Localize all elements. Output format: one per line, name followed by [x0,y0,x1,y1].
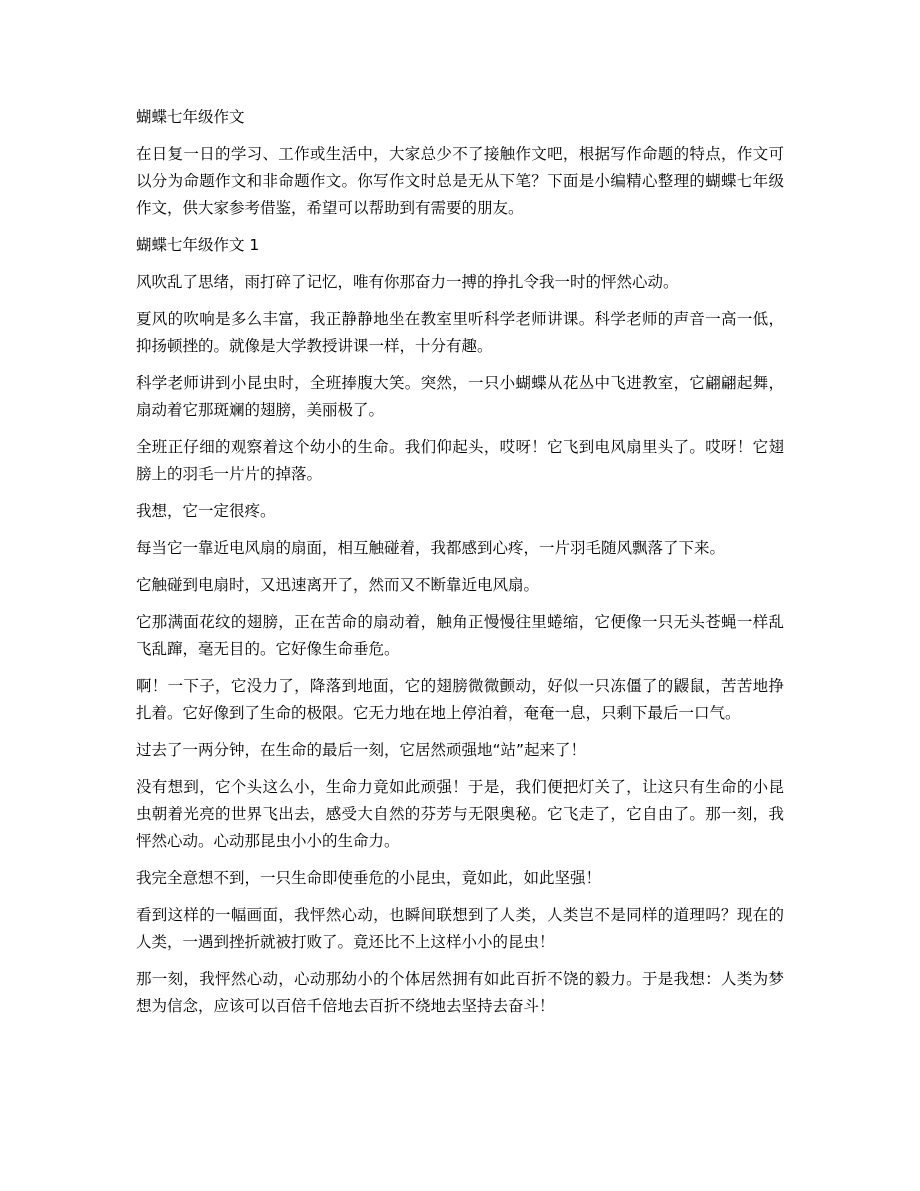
paragraph: 我完全意想不到，一只生命即使垂危的小昆虫，竟如此，如此坚强！ [136,869,602,887]
paragraph: 全班正仔细的观察着这个幼小的生命。我们仰起头，哎呀！它飞到电风扇里头了。哎呀！它翅膀上的羽毛一片片的掉落。 [136,438,784,483]
paragraph: 它触碰到电扇时，又迅速离开了，然而又不断靠近电风扇。 [136,576,540,594]
paragraph: 每当它一靠近电风扇的扇面，相互触碰着，我都感到心疼，一片羽毛随风飘落了下来。 [136,539,726,557]
paragraph: 看到这样的一幅画面，我怦然心动，也瞬间联想到了人类，人类岂不是同样的道理吗？现在的人类，一遇到挫折就被打败了。竟还比不上这样小小的昆虫！ [136,906,784,951]
paragraph: 过去了一两分钟，在生命的最后一刻，它居然顽强地“站”起来了！ [136,741,587,759]
intro-paragraph: 在日复一日的学习、工作或生活中，大家总少不了接触作文吧，根据写作命题的特点，作文可以分为命题作文和非命题作文。你写作文时总是无从下笔？下面是小编精心整理的蝴蝶七年级作文，供大家参考借鉴，希望可以帮助到有需要的朋友。 [136,145,784,217]
paragraph: 它那满面花纹的翅膀，正在苦命的扇动着，触角正慢慢往里蜷缩，它便像一只无头苍蝇一样乱飞乱蹿，毫无目的。它好像生命垂危。 [136,613,784,658]
paragraph: 风吹乱了思绪，雨打碎了记忆，唯有你那奋力一搏的挣扎令我一时的怦然心动。 [136,273,679,291]
essay-subtitle: 蝴蝶七年级作文 1 [136,236,260,254]
paragraph: 我想，它一定很疼。 [136,502,276,520]
paragraph: 科学老师讲到小昆虫时，全班捧腹大笑。突然，一只小蝴蝶从花丛中飞进教室，它翩翩起舞，扇动着它那斑斓的翅膀，美丽极了。 [136,374,784,419]
document-title: 蝴蝶七年级作文 [136,108,245,126]
paragraph: 没有想到，它个头这么小，生命力竟如此顽强！于是，我们便把灯关了，让这只有生命的小昆虫朝着光亮的世界飞出去，感受大自然的芬芳与无限奥秘。它飞走了，它自由了。那一刻，我怦然心动。心动那昆虫小小的生命力。 [136,778,784,850]
paragraph: 那一刻，我怦然心动，心动那幼小的个体居然拥有如此百折不饶的毅力。于是我想：人类为梦想为信念，应该可以百倍千倍地去百折不绕地去坚持去奋斗！ [136,970,784,1015]
paragraph: 夏风的吹响是多么丰富，我正静静地坐在教室里听科学老师讲课。科学老师的声音一高一低，抑扬顿挫的。就像是大学教授讲课一样，十分有趣。 [136,310,784,355]
paragraph: 啊！一下子，它没力了，降落到地面，它的翅膀微微颤动，好似一只冻僵了的鼹鼠，苦苦地挣扎着。它好像到了生命的极限。它无力地在地上停泊着，奄奄一息，只剩下最后一口气。 [136,677,784,722]
document-page [136,104,784,1030]
